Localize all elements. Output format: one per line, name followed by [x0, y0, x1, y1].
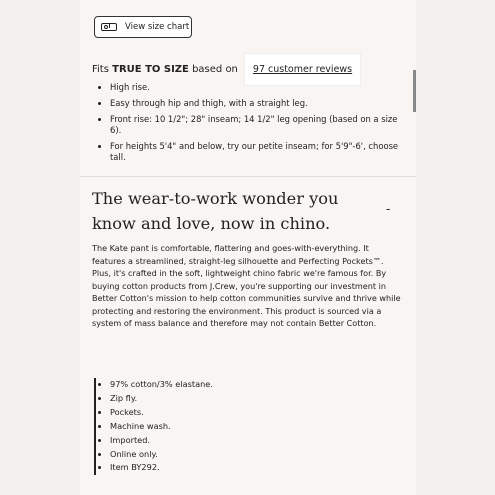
product-description: The Kate pant is comfortable, flattering and goes-with-everything. It features a streamlined, straight-leg silhouette and Perfecting Pockets™. Plus, it's crafted in the soft, lightweight chino fabric we're famous for. By buying cotton products from J.Crew, you're supporting our investment in Better Cotton's mission to help cotton communities survive and thrive while protecting and restoring the environment. This product is sourced via a system of mass balance and therefore may not contain Better Cotton.: [92, 243, 401, 328]
list-item: • 97% cotton/3% elastane.: [110, 378, 213, 392]
list-item: • Online only.: [110, 448, 213, 462]
fit-suffix: based on: [192, 64, 238, 75]
scrollbar[interactable]: [413, 70, 416, 112]
list-item: • Imported.: [110, 434, 213, 448]
product-headline: The wear-to-work wonder you know and love, now in chino.: [92, 189, 339, 233]
view-size-chart-label: View size chart: [125, 22, 190, 32]
customer-reviews-link[interactable]: 97 customer reviews: [244, 53, 361, 86]
list-item: • Front rise: 10 1/2"; 28" inseam; 14 1/2" leg opening (based on a size 6).: [110, 114, 410, 136]
section-divider: [80, 176, 416, 177]
view-size-chart-button[interactable]: [94, 16, 192, 38]
ruler-icon: [101, 23, 117, 31]
list-item: • Zip fly.: [110, 392, 213, 406]
fit-prefix: Fits: [92, 64, 109, 75]
product-details-panel: [80, 0, 416, 495]
fit-emphasis: TRUE TO SIZE: [112, 64, 189, 75]
fit-details-list: [98, 82, 410, 168]
list-item: • Item BY292.: [110, 461, 213, 475]
list-item: • Easy through hip and thigh, with a straight leg.: [110, 98, 410, 109]
list-item: • For heights 5'4" and below, try our petite inseam; for 5'9"-6', choose tall.: [110, 141, 410, 163]
collapse-toggle[interactable]: -: [386, 202, 391, 216]
product-features-list: [94, 378, 213, 475]
list-item: • Pockets.: [110, 406, 213, 420]
list-item: • Machine wash.: [110, 420, 213, 434]
list-item: • High rise.: [110, 82, 410, 93]
